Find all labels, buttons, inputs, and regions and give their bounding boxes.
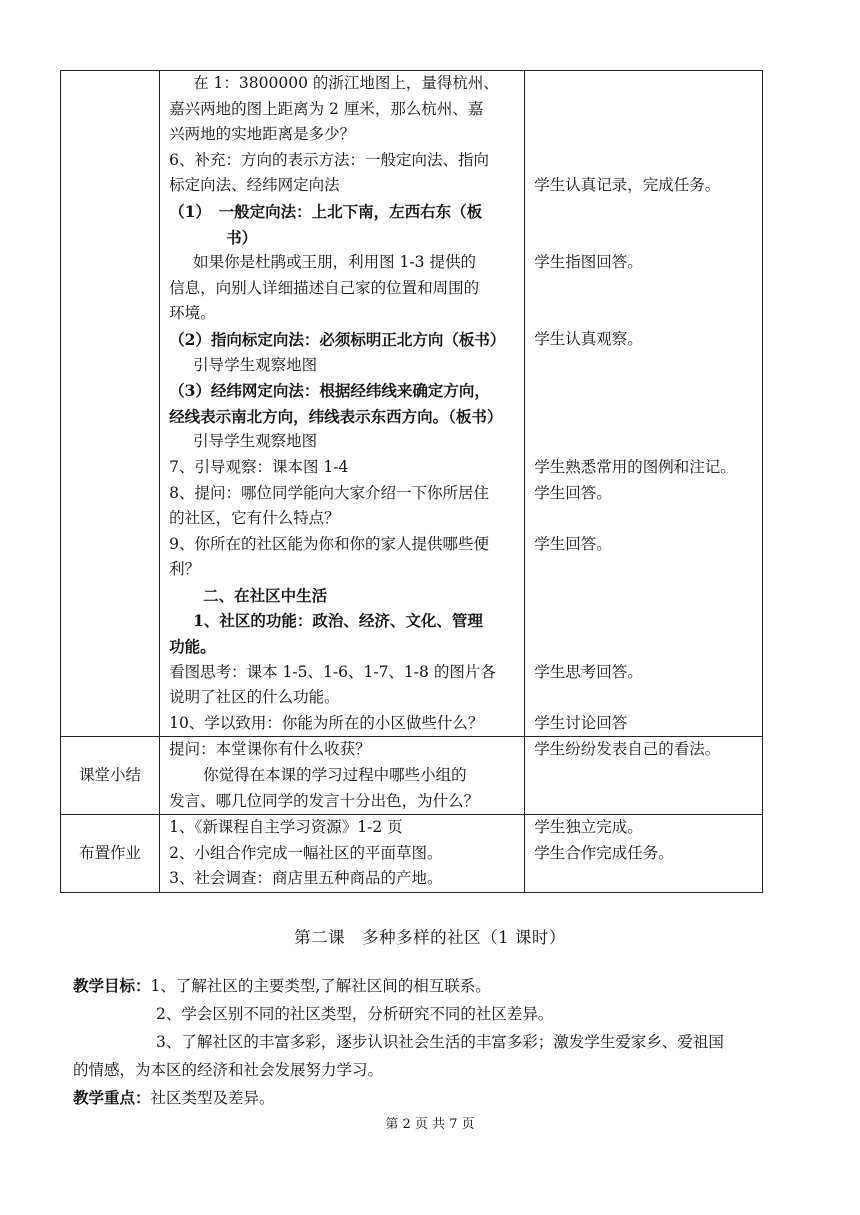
student-line	[525, 276, 762, 302]
student-line: 学生认真观察。	[534, 329, 643, 348]
text-line-bold: 经线表示南北方向，纬线表示东西方向。（板书）	[169, 406, 503, 426]
text-line: 环境。	[169, 304, 216, 323]
text-line: 提问：本堂课你有什么收获？	[169, 740, 371, 759]
text-line-bold: （2）指向标定向法：必须标明正北方向（板书）	[169, 329, 506, 349]
goal-2: 2、学会区别不同的社区类型，分析研究不同的社区差异。	[156, 1005, 554, 1023]
teaching-goals-section	[73, 972, 791, 1112]
student-line	[525, 583, 762, 609]
row-label-empty	[61, 71, 160, 737]
focus-line	[73, 1084, 791, 1112]
text-line: 如果你是杜鹃或王朋，利用图 1-3 提供的	[193, 253, 476, 272]
student-line	[525, 97, 762, 123]
text-line: 兴两地的实地距离是多少？	[169, 125, 356, 144]
student-activity-cell	[525, 71, 763, 737]
student-line: 学生认真记录，完成任务。	[534, 176, 721, 195]
text-line: 1、《新课程自主学习资源》1-2 页	[169, 818, 403, 837]
goal-line	[73, 972, 791, 1000]
student-line	[525, 404, 762, 430]
text-line: 标定向法、经纬网定向法	[169, 176, 340, 195]
student-line	[525, 608, 762, 634]
text-line: 10、学以致用：你能为所在的小区做些什么？	[169, 713, 484, 732]
summary-teacher-cell	[160, 737, 525, 815]
text-line: 9、你所在的社区能为你和你的家人提供哪些便	[169, 534, 489, 553]
student-line	[525, 378, 762, 404]
text-line: 发言、哪几位同学的发言十分出色，为什么？	[169, 791, 480, 810]
goals-label: 教学目标：	[73, 976, 151, 995]
student-line: 学生思考回答。	[534, 662, 643, 681]
student-line	[525, 199, 762, 225]
homework-teacher-cell	[160, 815, 525, 893]
text-line: 你觉得在本课的学习过程中哪些小组的	[203, 766, 467, 785]
student-line	[525, 122, 762, 148]
text-line: 嘉兴两地的图上距离为 2 厘米，那么杭州、嘉	[169, 99, 484, 118]
page-number-footer: 第 2 页 共 7 页	[385, 1117, 475, 1132]
table-row-summary	[61, 737, 763, 815]
student-line	[525, 71, 762, 97]
lesson-plan-table	[60, 70, 763, 893]
text-line: 引导学生观察地图	[193, 355, 318, 374]
student-line	[525, 557, 762, 583]
focus-text: 社区类型及差异。	[150, 1089, 275, 1107]
homework-label: 布置作业	[79, 843, 142, 862]
text-line: 7、引导观察：课本图 1-4	[169, 457, 349, 476]
student-line	[525, 225, 762, 251]
table-row-homework	[61, 815, 763, 893]
student-line	[525, 353, 762, 379]
text-line-bold: 功能。	[169, 637, 216, 657]
student-line: 学生回答。	[534, 483, 612, 502]
goal-3-continued: 的情感，为本区的经济和社会发展努力学习。	[73, 1061, 384, 1079]
student-line	[525, 301, 762, 327]
text-line-bold: 书）	[226, 227, 258, 247]
student-line: 学生纷纷发表自己的看法。	[534, 740, 721, 759]
homework-student-cell	[525, 815, 763, 893]
goal-3: 3、了解社区的丰富多彩，逐步认识社会生活的丰富多彩；激发学生爱家乡、爱祖国	[156, 1033, 724, 1051]
teacher-activity-cell	[160, 71, 525, 737]
student-line: 学生讨论回答	[534, 713, 628, 732]
student-line	[525, 148, 762, 174]
text-line: 3、社会调查：商店里五种商品的产地。	[169, 869, 443, 888]
goal-1: 1、了解社区的主要类型,了解社区间的相互联系。	[150, 977, 491, 995]
student-line: 学生合作完成任务。	[534, 843, 674, 862]
student-line	[525, 634, 762, 660]
student-line	[525, 506, 762, 532]
section-heading: 二、在社区中生活	[203, 585, 328, 605]
row-label-summary	[61, 737, 160, 815]
student-line: 学生熟悉常用的图例和注记。	[534, 457, 736, 476]
text-line: 信息，向别人详细描述自己家的位置和周围的	[169, 278, 480, 297]
text-line-bold: 1、社区的功能：政治、经济、文化、管理	[193, 611, 483, 631]
student-line: 学生回答。	[534, 534, 612, 553]
summary-label: 课堂小结	[79, 766, 142, 785]
text-line: 说明了社区的什么功能。	[169, 688, 340, 707]
text-line-bold: （1） 一般定向法：上北下南，左西右东（板	[169, 201, 483, 221]
text-line: 2、小组合作完成一幅社区的平面草图。	[169, 843, 443, 862]
text-line: 利？	[169, 560, 201, 579]
student-line	[525, 429, 762, 455]
summary-student-cell	[525, 737, 763, 815]
student-line: 学生指图回答。	[534, 253, 643, 272]
student-line	[525, 685, 762, 711]
text-line: 6、补充：方向的表示方法：一般定向法、指向	[169, 150, 489, 169]
text-line: 的社区，它有什么特点？	[169, 509, 340, 528]
text-line: 看图思考：课本 1-5、1-6、1-7、1-8 的图片各	[169, 662, 496, 681]
text-line: 在 1：3800000 的浙江地图上，量得杭州、	[193, 74, 499, 92]
lesson-title: 第二课 多种多样的社区（1 课时）	[294, 928, 566, 947]
row-label-homework	[61, 815, 160, 893]
text-line: 引导学生观察地图	[193, 432, 318, 451]
text-line-bold: （3）经纬网定向法：根据经纬线来确定方向，	[169, 381, 490, 401]
focus-label: 教学重点：	[73, 1088, 151, 1107]
table-row-activities	[61, 71, 763, 737]
text-line: 8、提问：哪位同学能向大家介绍一下你所居住	[169, 483, 489, 502]
student-line: 学生独立完成。	[534, 818, 643, 837]
